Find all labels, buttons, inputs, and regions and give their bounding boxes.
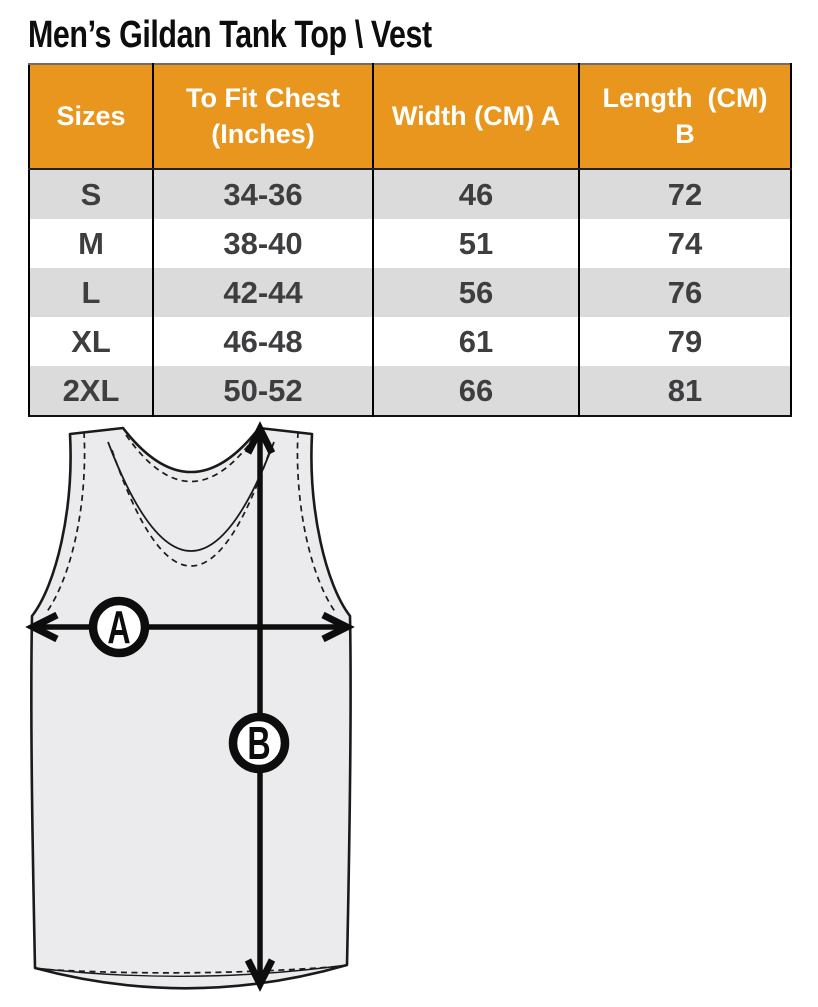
column-header-width: Width (CM) A (373, 64, 579, 169)
table-header-row (29, 64, 791, 169)
chest-cell: 38-40 (153, 219, 373, 268)
tank-top-outline (31, 428, 350, 988)
width-cell: 46 (373, 169, 579, 219)
width-cell: 66 (373, 366, 579, 416)
size-chart-table (28, 63, 792, 417)
chest-cell: 46-48 (153, 317, 373, 366)
chest-cell: 42-44 (153, 268, 373, 317)
length-label-b: B (247, 718, 271, 770)
table-row-xl (29, 317, 791, 366)
chest-cell: 34-36 (153, 169, 373, 219)
column-header-sizes: Sizes (29, 64, 153, 169)
width-cell: 51 (373, 219, 579, 268)
length-label-badge (233, 717, 285, 769)
size-cell: 2XL (29, 366, 153, 416)
table-row-m (29, 219, 791, 268)
width-cell: 56 (373, 268, 579, 317)
column-header-length: Length (CM) B (579, 64, 791, 169)
length-cell: 76 (579, 268, 791, 317)
width-label-a: A (107, 602, 131, 654)
size-cell: M (29, 219, 153, 268)
length-cell: 79 (579, 317, 791, 366)
size-cell: L (29, 268, 153, 317)
chest-cell: 50-52 (153, 366, 373, 416)
column-header-chest: To Fit Chest (Inches) (153, 64, 373, 169)
table-row-l (29, 268, 791, 317)
size-cell: XL (29, 317, 153, 366)
width-cell: 61 (373, 317, 579, 366)
tank-top-measurement-diagram (20, 420, 360, 1005)
length-cell: 72 (579, 169, 791, 219)
length-cell: 81 (579, 366, 791, 416)
table-row-2xl (29, 366, 791, 416)
width-label-badge (93, 601, 145, 653)
size-cell: S (29, 169, 153, 219)
table-row-s (29, 169, 791, 219)
page-title (28, 14, 788, 60)
page-title-text: Men’s Gildan Tank Top \ Vest (28, 14, 432, 56)
length-cell: 74 (579, 219, 791, 268)
